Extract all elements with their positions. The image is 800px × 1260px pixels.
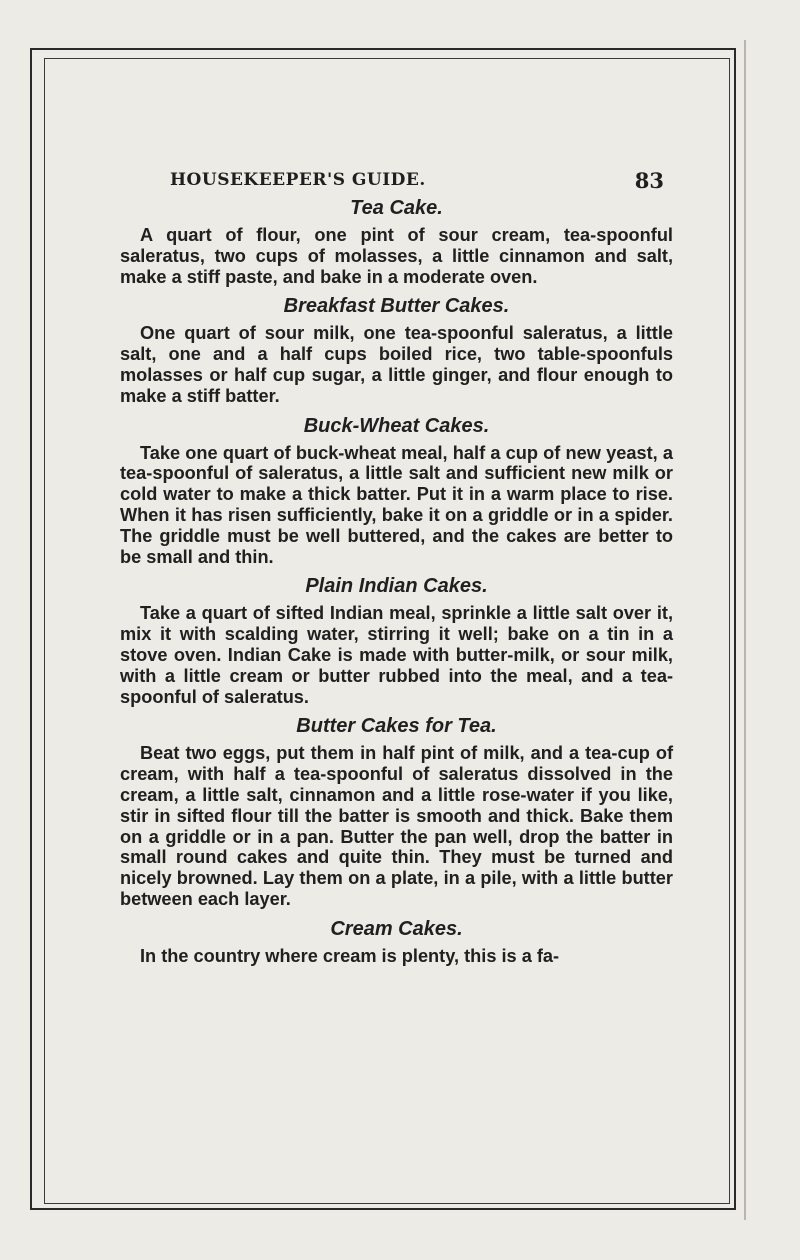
recipe-title-cream-cakes: Cream Cakes. <box>330 917 463 940</box>
recipe-title-breakfast-butter-cakes: Breakfast Butter Cakes. <box>283 295 510 318</box>
recipe-text-tea-cake: A quart of flour, one pint of sour cream, tea-spoonful saleratus, two cups of molasses, a little cinnamon and salt, make a stiff paste, and bake in a moderate oven. <box>120 225 673 287</box>
recipe-text-breakfast-butter-cakes: One quart of sour milk, one tea-spoonful saleratus, a little salt, one and a half cups boiled rice, two table-spoonfuls molasses or half cup sugar, a little ginger, and flour enough to make a stiff batter. <box>120 323 673 406</box>
page-body <box>120 196 673 967</box>
recipe-title-tea-cake: Tea Cake. <box>350 197 443 219</box>
recipe-title-buck-wheat-cakes: Buck-Wheat Cakes. <box>303 414 490 437</box>
recipe-text-cream-cakes: In the country where cream is plenty, this is a fa- <box>140 945 560 966</box>
running-title: HOUSEKEEPER'S GUIDE. <box>170 170 426 190</box>
page-edge-line <box>744 40 746 1220</box>
recipe-text-plain-indian-cakes: Take a quart of sifted Indian meal, sprinkle a little salt over it, mix it with scalding water, stirring it well; bake on a tin in a stove oven. Indian Cake is made with butter-milk, or sour milk, with a little cream or butter rubbed into the meal, and a tea-spoonful of saleratus. <box>120 603 673 707</box>
recipe-title-butter-cakes-for-tea: Butter Cakes for Tea. <box>296 715 497 738</box>
recipe-text-butter-cakes-for-tea: Beat two eggs, put them in half pint of milk, and a tea-cup of cream, with half a tea-spoonful of saleratus dissolved in the cream, a little salt, cinnamon and a little rose-water if you like, stir in sifted flour till the batter is smooth and thick. Bake them on a griddle or in a pan. Butter the pan well, drop the batter in small round cakes and quite thin. They must be turned and nicely browned. Lay them on a plate, in a pile, with a little butter between each layer. <box>120 743 673 909</box>
recipe-title-plain-indian-cakes: Plain Indian Cakes. <box>305 575 488 598</box>
recipe-text-buck-wheat-cakes: Take one quart of buck-wheat meal, half a cup of new yeast, a tea-spoonful of saleratus, a little salt and sufficient new milk or cold water to make a thick batter. Put it in a warm place to rise. When it has risen sufficiently, bake it on a griddle or in a spider. The griddle must be well buttered, and the cakes are better to be small and thin. <box>120 442 673 567</box>
page-number: 83 <box>634 168 664 193</box>
running-header <box>150 168 664 196</box>
